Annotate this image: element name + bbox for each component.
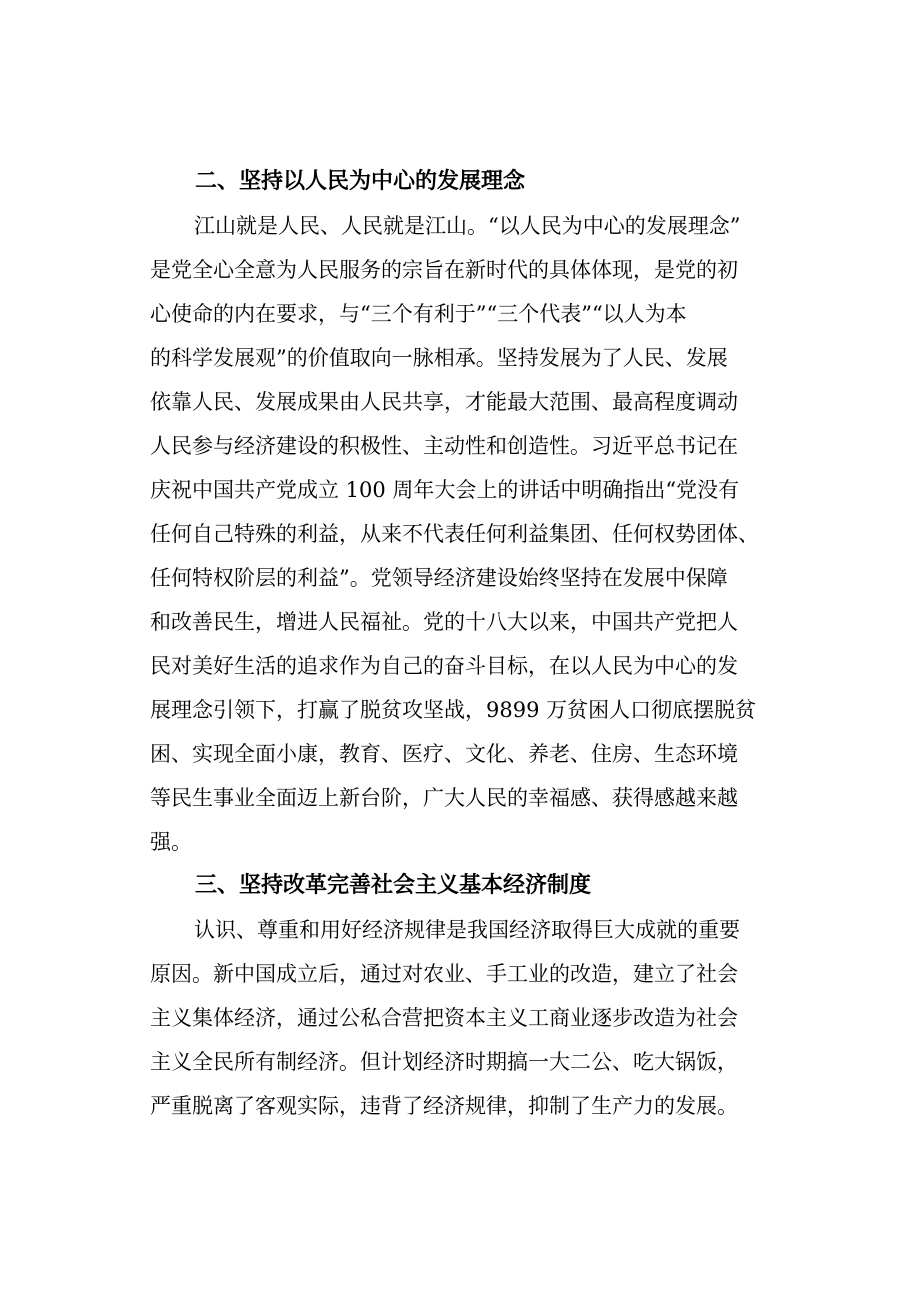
paragraph-line: 人民参与经济建设的积极性、主动性和创造性。习近平总书记在 — [150, 434, 738, 458]
paragraph-line: 和改善民生，增进人民福祉。党的十八大以来，中国共产党把人 — [150, 610, 738, 634]
paragraph-line: 主义全民所有制经济。但计划经济时期搞一大二公、吃大锅饭， — [150, 1050, 738, 1074]
paragraph-line: 任何特权阶层的利益”。党领导经济建设始终坚持在发展中保障 — [150, 566, 728, 590]
paragraph-line: 江山就是人民、人民就是江山。“以人民为中心的发展理念” — [194, 214, 741, 238]
document-body — [150, 160, 800, 1128]
paragraph-line: 认识、尊重和用好经济规律是我国经济取得巨大成就的重要 — [194, 918, 740, 942]
paragraph-line: 等民生事业全面迈上新台阶，广大人民的幸福感、获得感越来越 — [150, 786, 738, 810]
paragraph-line: 民对美好生活的追求作为自己的奋斗目标，在以人民为中心的发 — [150, 654, 738, 678]
paragraph-line: 依靠人民、发展成果由人民共享，才能最大范围、最高程度调动 — [150, 390, 738, 414]
paragraph-line: 困、实现全面小康，教育、医疗、文化、养老、住房、生态环境 — [150, 742, 738, 766]
section-2-heading: 二、坚持以人民为中心的发展理念 — [195, 169, 526, 194]
paragraph-line: 主义集体经济，通过公私合营把资本主义工商业逐步改造为社会 — [150, 1006, 738, 1030]
section-3-heading: 三、坚持改革完善社会主义基本经济制度 — [195, 873, 592, 898]
paragraph-line: 心使命的内在要求，与“三个有利于”“三个代表”“以人为本 — [150, 302, 687, 326]
paragraph-line: 强。 — [150, 830, 192, 854]
paragraph-line: 是党全心全意为人民服务的宗旨在新时代的具体体现，是党的初 — [150, 258, 738, 282]
paragraph-line: 的科学发展观”的价值取向一脉相承。坚持发展为了人民、发展 — [150, 346, 728, 370]
paragraph-line: 任何自己特殊的利益，从来不代表任何利益集团、任何权势团体、 — [150, 522, 759, 546]
paragraph-line: 展理念引领下，打赢了脱贫攻坚战，9899 万贫困人口彻底摆脱贫 — [150, 698, 757, 722]
paragraph-line: 庆祝中国共产党成立 100 周年大会上的讲话中明确指出“党没有 — [150, 478, 740, 502]
section-3-paragraph — [150, 908, 800, 1128]
section-2-paragraph — [150, 204, 800, 864]
paragraph-line: 原因。新中国成立后，通过对农业、手工业的改造，建立了社会 — [150, 962, 738, 986]
paragraph-line: 严重脱离了客观实际，违背了经济规律，抑制了生产力的发展。 — [150, 1094, 738, 1118]
